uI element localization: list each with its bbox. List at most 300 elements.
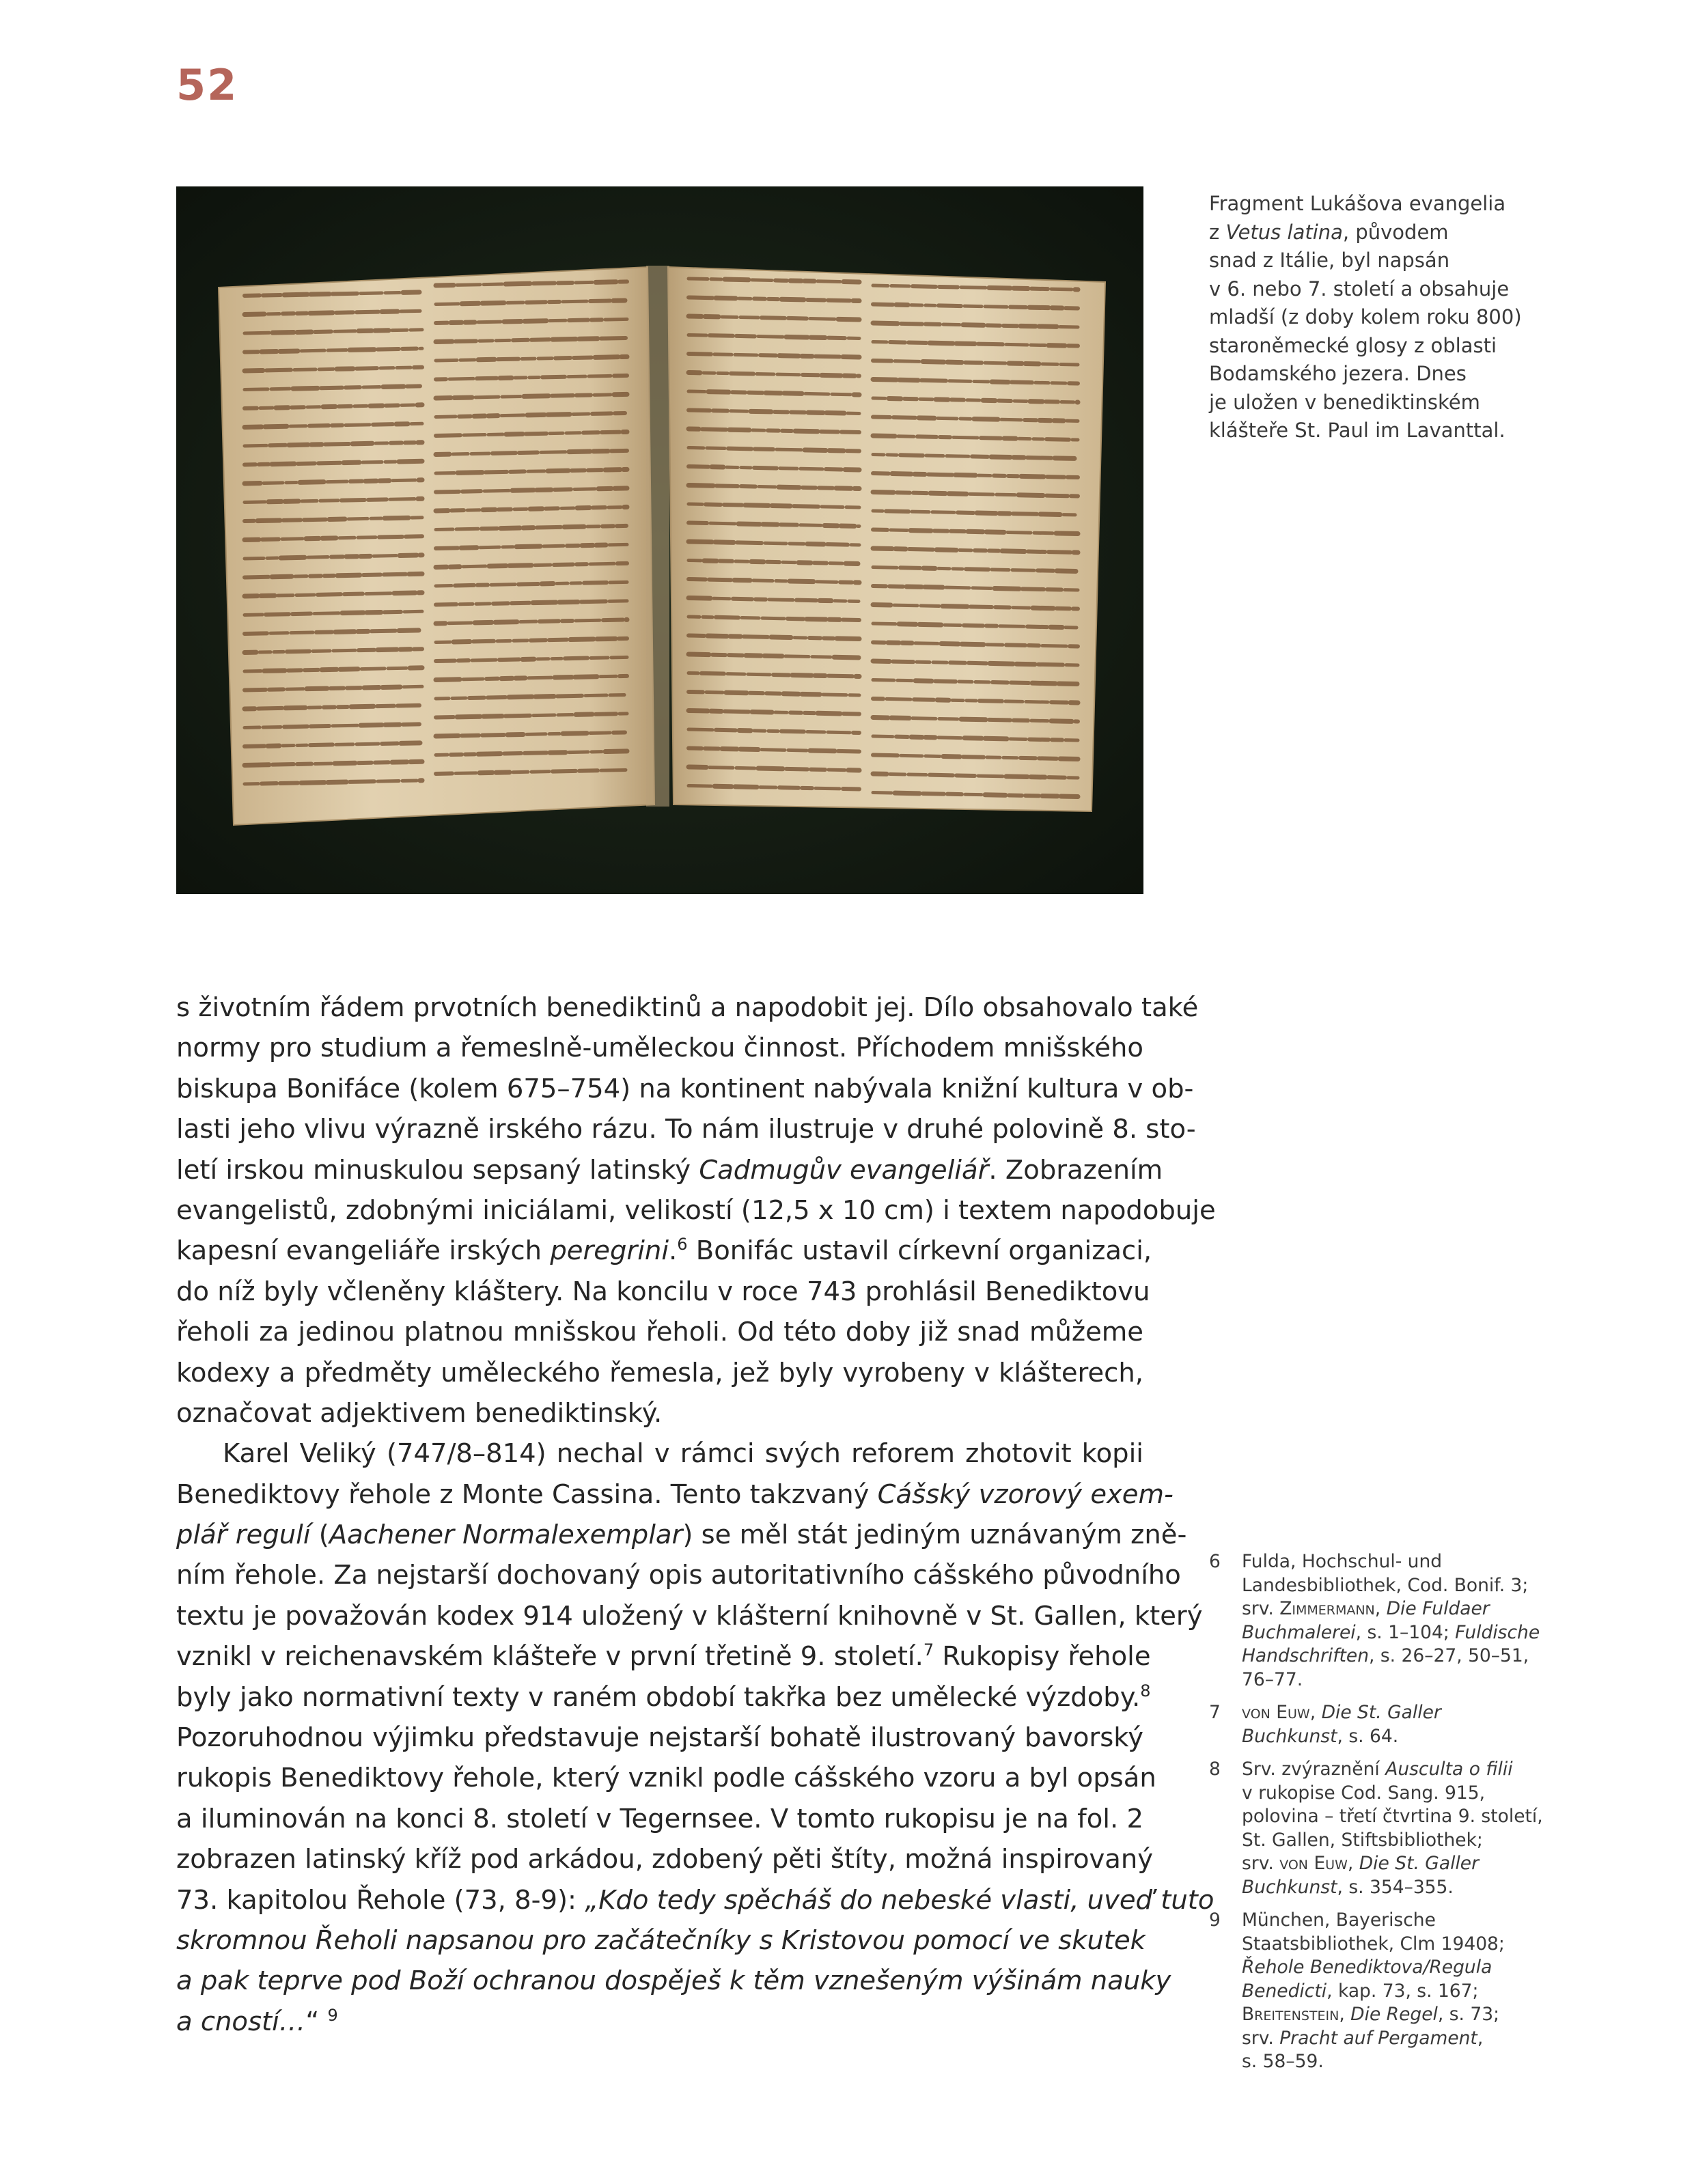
manuscript-script-stroke [484, 490, 509, 491]
manuscript-script-stroke [985, 795, 1005, 796]
manuscript-script-stroke [596, 282, 616, 283]
footnote-line: Buchkunst, s. 354–355. [1242, 1876, 1454, 1898]
manuscript-script-stroke [569, 320, 588, 321]
manuscript-script-stroke [829, 676, 852, 677]
manuscript-script-stroke [282, 539, 303, 540]
body-text-line: letí irskou minuskulou sepsaný latinský Cadmugův evangeliář. Zobrazením [176, 1154, 1163, 1186]
manuscript-script-stroke [335, 331, 355, 332]
manuscript-script-stroke [716, 730, 736, 731]
manuscript-script-stroke [873, 680, 894, 681]
manuscript-script-stroke [708, 392, 729, 393]
manuscript-script-stroke [977, 513, 996, 514]
manuscript-script-stroke [781, 299, 804, 300]
manuscript-script-stroke [307, 688, 327, 689]
body-text-line: 73. kapitolou Řehole (73, 8-9): „Kdo tedy spěcháš do nebeské vlasti, uveď tuto [176, 1884, 1214, 1916]
manuscript-script-stroke [772, 505, 790, 506]
manuscript-script-stroke [512, 603, 529, 604]
manuscript-script-stroke [327, 481, 347, 482]
manuscript-script-stroke [463, 679, 483, 680]
body-text-line: biskupa Bonifáce (kolem 675–754) na kontinent nabývala knižní kultura v ob- [176, 1073, 1194, 1104]
manuscript-script-stroke [939, 305, 961, 306]
manuscript-script-stroke [553, 771, 576, 772]
manuscript-script-stroke [901, 755, 922, 756]
manuscript-script-stroke [313, 651, 330, 652]
manuscript-script-stroke [585, 695, 607, 696]
manuscript-script-stroke [475, 622, 492, 623]
manuscript-script-stroke [963, 325, 984, 326]
manuscript-script-stroke [1002, 551, 1025, 552]
manuscript-script-stroke [956, 775, 975, 776]
manuscript-script-stroke [689, 410, 710, 411]
footnote-line: Benedicti, kap. 73, s. 167; [1242, 1980, 1479, 2002]
manuscript-script-stroke [1057, 571, 1076, 572]
manuscript-script-stroke [873, 605, 891, 606]
manuscript-script-stroke [899, 624, 916, 625]
manuscript-script-stroke [930, 343, 953, 344]
body-text-line: a iluminován na konci 8. století v Tegernsee. V tomto rukopisu je na fol. 2 [176, 1803, 1143, 1834]
footnote-line: Buchkunst, s. 64. [1242, 1725, 1399, 1747]
manuscript-script-stroke [292, 614, 311, 615]
manuscript-script-stroke [838, 751, 859, 752]
manuscript-script-stroke [393, 480, 415, 481]
manuscript-script-stroke [552, 395, 573, 396]
footnote-line: Staatsbibliothek, Clm 19408; [1242, 1933, 1505, 1955]
manuscript-script-stroke [962, 644, 984, 645]
manuscript-script-stroke [366, 593, 391, 594]
manuscript-script-stroke [436, 435, 460, 436]
manuscript-script-stroke [689, 466, 708, 467]
manuscript-script-stroke [245, 765, 269, 766]
manuscript-script-stroke [971, 606, 992, 607]
manuscript-script-stroke [828, 300, 850, 301]
manuscript-script-stroke [489, 565, 506, 566]
manuscript-script-stroke [501, 415, 524, 416]
manuscript-script-stroke [707, 448, 725, 449]
manuscript-script-stroke [1055, 458, 1074, 459]
manuscript-script-stroke [919, 624, 941, 625]
manuscript-script-stroke [301, 350, 324, 351]
manuscript-script-stroke [801, 468, 822, 469]
manuscript-script-stroke [296, 595, 314, 596]
caption-line: Fragment Lukášova evangelia [1209, 192, 1506, 215]
caption-line: je uložen v benediktinském [1209, 390, 1480, 414]
manuscript-script-stroke [1027, 627, 1047, 628]
manuscript-script-stroke [336, 312, 353, 313]
manuscript-script-stroke [921, 380, 946, 381]
manuscript-script-stroke [689, 729, 712, 730]
body-text-line: rukopis Benediktovy řehole, který vznikl podle cášského vzoru a byl opsán [176, 1763, 1156, 1794]
manuscript-script-stroke [609, 544, 627, 545]
manuscript-script-stroke [762, 750, 785, 751]
manuscript-script-stroke [457, 716, 480, 717]
manuscript-script-stroke [512, 490, 533, 491]
manuscript-script-stroke [812, 657, 831, 658]
manuscript-script-stroke [531, 339, 549, 340]
manuscript-script-stroke [816, 788, 839, 789]
manuscript-script-stroke [281, 557, 305, 558]
manuscript-script-stroke [715, 542, 734, 543]
manuscript-script-stroke [689, 767, 706, 768]
manuscript-script-stroke [961, 719, 986, 720]
manuscript-script-stroke [978, 344, 1003, 345]
manuscript-script-stroke [372, 631, 395, 632]
manuscript-script-stroke [828, 732, 850, 733]
manuscript-script-stroke [498, 359, 518, 360]
manuscript-script-stroke [350, 781, 374, 782]
manuscript-script-stroke [751, 411, 771, 412]
manuscript-script-stroke [404, 611, 422, 612]
footnote-line: Fulda, Hochschul- und [1242, 1551, 1443, 1572]
manuscript-script-stroke [744, 636, 768, 637]
manuscript-script-stroke [908, 774, 926, 775]
manuscript-script-stroke [873, 492, 893, 493]
manuscript-script-stroke [913, 286, 936, 287]
manuscript-script-stroke [436, 660, 455, 661]
manuscript-script-stroke [1005, 701, 1023, 702]
manuscript-illustration [176, 186, 1143, 894]
manuscript-script-stroke [308, 557, 328, 558]
manuscript-script-stroke [946, 587, 969, 588]
manuscript-script-stroke [1051, 721, 1072, 722]
footnote-number: 9 [1209, 1909, 1221, 1931]
manuscript-script-stroke [436, 529, 453, 530]
manuscript-script-stroke [1026, 701, 1048, 702]
manuscript-script-stroke [266, 370, 291, 371]
manuscript-script-stroke [1006, 776, 1027, 777]
manuscript-script-stroke [311, 726, 329, 727]
manuscript-script-stroke [816, 356, 839, 357]
manuscript-script-stroke [363, 575, 380, 576]
manuscript-script-stroke [263, 295, 281, 296]
manuscript-script-stroke [818, 281, 840, 282]
caption-line: v 6. nebo 7. století a obsahuje [1209, 277, 1510, 300]
manuscript-script-stroke [342, 500, 365, 501]
manuscript-script-stroke [482, 303, 504, 304]
manuscript-script-stroke [1039, 326, 1057, 327]
manuscript-script-stroke [822, 375, 841, 376]
body-text-line: kodexy a předměty uměleckého řemesla, jež byly vyrobeny v klášterech, [176, 1357, 1143, 1388]
manuscript-script-stroke [436, 604, 456, 605]
body-text-line: vznikl v reichenavském klášteře v první třetině 9. století.$^7$ Rukopisy řehole [176, 1640, 1151, 1672]
manuscript-script-stroke [245, 389, 268, 390]
manuscript-script-stroke [781, 731, 804, 732]
manuscript-script-stroke [990, 663, 1013, 664]
manuscript-script-stroke [340, 669, 358, 670]
manuscript-script-stroke [245, 314, 264, 315]
manuscript-script-stroke [914, 699, 934, 700]
manuscript-script-stroke [737, 542, 762, 543]
manuscript-script-stroke [529, 677, 551, 678]
manuscript-script-stroke [245, 558, 264, 559]
manuscript-script-stroke [318, 463, 340, 464]
manuscript-script-stroke [1021, 476, 1044, 477]
body-text-line: a cností…“ $^9$ [176, 2005, 338, 2037]
manuscript-script-stroke [805, 450, 826, 451]
footnote-line: polovina – třetí čtvrtina 9. století, [1242, 1806, 1543, 1827]
manuscript-script-stroke [480, 547, 499, 548]
body-text-line: ním řehole. Za nejstarší dochovaný opis autoritativního cášského původního [176, 1560, 1181, 1591]
manuscript-script-stroke [357, 312, 378, 313]
manuscript-script-stroke [265, 426, 287, 427]
manuscript-script-stroke [932, 512, 954, 513]
footnote-line: Handschriften, s. 26–27, 50–51, [1242, 1645, 1529, 1666]
manuscript-script-stroke [245, 577, 268, 578]
manuscript-script-stroke [939, 287, 958, 288]
manuscript-script-stroke [973, 588, 991, 589]
manuscript-script-stroke [917, 436, 936, 437]
manuscript-script-stroke [399, 461, 422, 462]
manuscript-script-stroke [947, 456, 969, 457]
manuscript-script-stroke [801, 525, 821, 526]
manuscript-script-stroke [873, 548, 892, 549]
manuscript-photo [176, 186, 1143, 894]
manuscript-script-stroke [753, 580, 773, 581]
manuscript-script-stroke [925, 587, 943, 588]
footnote-line: Buchmalerei, s. 1–104; Fuldische [1242, 1621, 1540, 1643]
footnote-line: s. 58–59. [1242, 2051, 1324, 2072]
footnote-line: Řehole Benediktova/Regula [1242, 1957, 1492, 1978]
manuscript-script-stroke [258, 708, 282, 709]
manuscript-script-stroke [1039, 758, 1057, 759]
manuscript-script-stroke [1012, 382, 1032, 383]
manuscript-script-stroke [361, 293, 382, 294]
manuscript-script-stroke [337, 575, 360, 576]
manuscript-script-stroke [710, 335, 733, 336]
manuscript-script-stroke [310, 744, 333, 745]
manuscript-script-stroke [294, 369, 316, 370]
manuscript-script-stroke [1046, 439, 1069, 440]
manuscript-script-stroke [923, 361, 944, 362]
manuscript-script-stroke [336, 744, 353, 745]
manuscript-script-stroke [245, 427, 262, 428]
manuscript-script-stroke [464, 435, 485, 436]
manuscript-script-stroke [504, 753, 521, 754]
manuscript-script-stroke [752, 280, 772, 281]
manuscript-script-stroke [895, 793, 919, 794]
manuscript-script-stroke [733, 599, 752, 600]
body-text-line: Benediktovy řehole z Monte Cassina. Tento takzvaný Cášský vzorový exem- [176, 1479, 1174, 1510]
manuscript-script-stroke [710, 523, 735, 524]
manuscript-script-stroke [377, 706, 394, 707]
manuscript-script-stroke [378, 649, 397, 650]
manuscript-script-stroke [328, 782, 346, 783]
manuscript-script-stroke [742, 618, 759, 619]
manuscript-script-stroke [969, 663, 986, 664]
manuscript-script-stroke [456, 773, 476, 774]
manuscript-script-stroke [280, 351, 298, 352]
footnote-6 [1209, 1550, 1564, 1692]
manuscript-script-stroke [786, 769, 807, 770]
manuscript-script-stroke [689, 598, 710, 599]
body-text-line: byly jako normativní texty v raném období takřka bez umělecké výzdoby.$^8$ [176, 1681, 1151, 1713]
caption-line: staroněmecké glosy z oblasti [1209, 333, 1497, 357]
manuscript-script-stroke [399, 630, 419, 631]
manuscript-script-stroke [1032, 683, 1055, 684]
manuscript-script-stroke [270, 633, 288, 634]
manuscript-script-stroke [790, 581, 814, 582]
manuscript-script-stroke [555, 677, 572, 678]
manuscript-script-stroke [735, 354, 757, 355]
manuscript-script-stroke [1008, 532, 1031, 533]
manuscript-script-stroke [792, 675, 811, 676]
footnote-8 [1209, 1758, 1564, 1899]
manuscript-script-stroke [266, 614, 289, 615]
manuscript-script-stroke [449, 378, 473, 379]
body-text-line: Karel Veliký (747/8–814) nechal v rámci svých reforem zhotovit kopii [223, 1438, 1143, 1470]
manuscript-script-stroke [1060, 326, 1078, 327]
manuscript-script-stroke [930, 775, 953, 776]
manuscript-script-stroke [358, 537, 376, 538]
manuscript-script-stroke [328, 350, 346, 351]
footnote-line: St. Gallen, Stiftsbibliothek; [1242, 1829, 1483, 1851]
manuscript-script-stroke [378, 349, 399, 350]
footnote-number: 8 [1209, 1759, 1221, 1780]
manuscript-script-stroke [482, 735, 504, 736]
manuscript-script-stroke [568, 376, 585, 377]
body-text-line: plář regulí (Aachener Normalexemplar) se měl stát jediným uznávaným zně- [176, 1520, 1187, 1551]
manuscript-script-stroke [563, 733, 587, 734]
manuscript-script-stroke [716, 617, 738, 618]
manuscript-script-stroke [758, 768, 783, 769]
manuscript-script-stroke [357, 368, 377, 369]
manuscript-script-stroke [1061, 796, 1078, 797]
manuscript-script-stroke [368, 499, 387, 500]
manuscript-script-stroke [569, 752, 588, 753]
manuscript-script-stroke [818, 713, 840, 714]
manuscript-script-stroke [333, 725, 357, 726]
caption-line: klášteře St. Paul im Lavanttal. [1209, 419, 1505, 442]
manuscript-script-stroke [777, 449, 801, 450]
manuscript-script-stroke [601, 338, 626, 339]
manuscript-script-stroke [258, 520, 280, 521]
footnote-line: srv. Pracht auf Pergament, [1242, 2027, 1484, 2049]
manuscript-script-stroke [404, 686, 422, 687]
manuscript-script-stroke [900, 455, 923, 456]
manuscript-script-stroke [449, 623, 471, 624]
footnote-line: 76–77. [1242, 1668, 1303, 1690]
manuscript-script-stroke [997, 494, 1015, 495]
footnote-line: München, Bayerische [1242, 1909, 1436, 1931]
footnote-line: srv. Zimmermann, Die Fuldaer [1242, 1598, 1490, 1619]
footnote-line: v rukopise Cod. Sang. 915, [1242, 1782, 1486, 1804]
manuscript-script-stroke [344, 594, 363, 595]
manuscript-script-stroke [788, 318, 807, 319]
manuscript-script-stroke [569, 451, 590, 452]
manuscript-script-stroke [991, 457, 1010, 458]
manuscript-script-stroke [689, 579, 706, 580]
manuscript-script-stroke [939, 718, 958, 719]
manuscript-script-stroke [462, 491, 481, 492]
manuscript-script-stroke [311, 294, 329, 295]
manuscript-script-stroke [941, 644, 958, 645]
manuscript-script-stroke [689, 711, 708, 712]
body-text-line: a pak teprve pod Boží ochranou dospěješ k těm vznešeným výšinám nauky [176, 1965, 1171, 1997]
manuscript-script-stroke [986, 532, 1004, 533]
manuscript-script-stroke [779, 487, 799, 488]
manuscript-script-stroke [736, 336, 755, 337]
manuscript-script-stroke [401, 743, 420, 744]
manuscript-script-stroke [400, 555, 417, 556]
manuscript-script-stroke [827, 544, 848, 545]
manuscript-script-stroke [524, 396, 549, 397]
manuscript-script-stroke [454, 397, 472, 398]
manuscript-script-stroke [557, 696, 582, 697]
manuscript-script-stroke [273, 764, 294, 765]
manuscript-script-stroke [873, 755, 898, 756]
manuscript-script-stroke [794, 506, 818, 507]
manuscript-script-stroke [510, 565, 531, 566]
body-text-line: řeholi za jedinou platnou mnišskou řeholi. Od této doby již snad můžeme [176, 1317, 1143, 1348]
manuscript-script-stroke [602, 432, 620, 433]
manuscript-script-stroke [909, 549, 933, 550]
manuscript-script-stroke [702, 429, 726, 430]
manuscript-script-stroke [291, 632, 313, 633]
manuscript-script-stroke [574, 357, 592, 358]
manuscript-script-stroke [516, 546, 540, 547]
manuscript-script-stroke [605, 751, 627, 752]
body-text-line: Pozoruhodnou výjimku představuje nejstarší bohatě ilustrovaný bavorský [176, 1722, 1143, 1754]
manuscript-script-stroke [827, 413, 844, 414]
footnote-number: 7 [1209, 1702, 1221, 1723]
manuscript-script-stroke [873, 736, 893, 737]
manuscript-script-stroke [284, 294, 307, 295]
manuscript-script-stroke [784, 393, 802, 394]
footnote-number: 6 [1209, 1551, 1221, 1572]
manuscript-script-stroke [590, 300, 610, 301]
manuscript-script-stroke [388, 668, 406, 669]
body-text-line: evangelistů, zdobnými iniciálami, velikostí (12,5 x 10 cm) i textem napodobuje [176, 1194, 1216, 1226]
manuscript-script-stroke [245, 370, 263, 371]
manuscript-script-stroke [590, 563, 614, 564]
manuscript-script-stroke [484, 284, 502, 285]
manuscript-script-stroke [745, 505, 768, 506]
manuscript-script-stroke [964, 738, 982, 739]
manuscript-script-stroke [436, 717, 454, 718]
manuscript-script-stroke [245, 502, 265, 503]
manuscript-script-stroke [462, 303, 479, 304]
body-text-line: s životním řádem prvotních benediktinů a napodobit jej. Dílo obsahovalo také [176, 992, 1199, 1023]
manuscript-script-stroke [873, 793, 891, 794]
footnote-line: von Euw, Die St. Galler [1242, 1702, 1441, 1723]
manuscript-script-stroke [335, 763, 355, 764]
manuscript-script-stroke [838, 319, 859, 320]
manuscript-script-stroke [807, 731, 824, 732]
manuscript-script-stroke [873, 417, 890, 418]
caption-line: Bodamského jezera. Dnes [1209, 362, 1467, 385]
manuscript-script-stroke [609, 601, 627, 602]
manuscript-script-stroke [964, 306, 982, 307]
manuscript-script-stroke [333, 650, 355, 651]
manuscript-script-stroke [779, 787, 799, 788]
manuscript-script-stroke [817, 582, 837, 583]
manuscript-script-stroke [576, 620, 600, 621]
manuscript-script-stroke [525, 321, 546, 322]
manuscript-script-stroke [1029, 307, 1049, 308]
manuscript-script-stroke [390, 499, 415, 500]
body-text-line: zobrazen latinský kříž pod arkádou, zdobený pěti štíty, možná inspirovaný [176, 1844, 1154, 1875]
manuscript-script-stroke [1051, 289, 1072, 290]
body-text-line: skromnou Řeholi napsanou pro začátečníky s Kristovou pomocí ve skutek [176, 1924, 1145, 1956]
manuscript-script-stroke [795, 431, 818, 432]
manuscript-script-stroke [894, 605, 917, 606]
manuscript-script-stroke [895, 361, 919, 362]
manuscript-script-stroke [832, 394, 850, 395]
manuscript-script-stroke [740, 749, 758, 750]
manuscript-script-stroke [702, 673, 724, 674]
footnote-line: Breitenstein, Die Regel, s. 73; [1242, 2004, 1500, 2025]
manuscript-script-stroke [605, 319, 627, 320]
manuscript-script-stroke [949, 381, 971, 382]
